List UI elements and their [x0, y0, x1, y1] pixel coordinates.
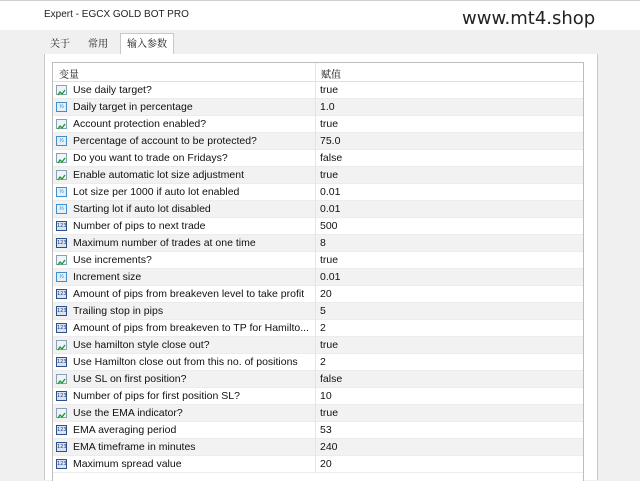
column-separator	[315, 286, 316, 303]
table-row[interactable]	[53, 422, 583, 439]
column-separator	[315, 269, 316, 286]
parameter-name: Use SL on first position?	[73, 373, 187, 385]
boolean-icon	[56, 374, 67, 384]
parameter-name: Trailing stop in pips	[73, 305, 164, 317]
table-row[interactable]	[53, 167, 583, 184]
table-row[interactable]	[53, 320, 583, 337]
column-separator	[315, 252, 316, 269]
double-icon: ½	[56, 204, 67, 214]
parameter-name: Increment size	[73, 271, 142, 283]
parameter-value[interactable]: 75.0	[320, 135, 341, 147]
parameter-value[interactable]: 10	[320, 390, 332, 402]
parameter-value[interactable]: 2	[320, 356, 326, 368]
table-header	[53, 63, 583, 82]
column-separator	[315, 337, 316, 354]
parameter-name: Percentage of account to be protected?	[73, 135, 257, 147]
integer-icon: 123	[57, 427, 67, 433]
tab-bar	[0, 30, 640, 54]
table-row[interactable]	[53, 99, 583, 116]
column-separator	[315, 82, 316, 99]
column-separator	[315, 218, 316, 235]
parameter-name: Starting lot if auto lot disabled	[73, 203, 211, 215]
column-separator	[315, 303, 316, 320]
parameter-value[interactable]: true	[320, 169, 339, 181]
table-row[interactable]	[53, 405, 583, 422]
integer-icon: 123	[57, 393, 67, 399]
parameter-value[interactable]: 1.0	[320, 101, 335, 113]
parameter-name: Amount of pips from breakeven level to take profit	[73, 288, 305, 300]
integer-icon: 123	[57, 359, 67, 365]
parameter-name: Maximum number of trades at one time	[73, 237, 256, 249]
parameter-value[interactable]: false	[320, 152, 343, 164]
column-separator	[315, 167, 316, 184]
parameter-name: EMA timeframe in minutes	[73, 441, 196, 453]
parameter-name: Daily target in percentage	[73, 101, 193, 113]
table-row[interactable]	[53, 150, 583, 167]
integer-icon: 123	[57, 223, 67, 229]
parameter-value[interactable]: 0.01	[320, 271, 341, 283]
parameter-name: Amount of pips from breakeven to TP for Hamilto...	[73, 322, 309, 334]
tab-inputs[interactable]: 输入参数	[120, 33, 174, 55]
parameter-value[interactable]: false	[320, 373, 343, 385]
parameter-value[interactable]: 20	[320, 288, 332, 300]
parameter-name: Use hamilton style close out?	[73, 339, 210, 351]
table-row[interactable]	[53, 456, 583, 473]
title-bar	[0, 0, 640, 30]
parameter-value[interactable]: 500	[320, 220, 338, 232]
table-row[interactable]	[53, 439, 583, 456]
column-separator	[315, 133, 316, 150]
column-separator	[315, 439, 316, 456]
parameter-value[interactable]: 240	[320, 441, 338, 453]
boolean-icon	[56, 85, 67, 95]
parameter-name: Use the EMA indicator?	[73, 407, 183, 419]
column-separator	[315, 150, 316, 167]
parameter-value[interactable]: 2	[320, 322, 326, 334]
parameter-name: Lot size per 1000 if auto lot enabled	[73, 186, 240, 198]
parameter-value[interactable]: 20	[320, 458, 332, 470]
column-header-value[interactable]: 赋值	[321, 70, 341, 81]
double-icon: ½	[56, 136, 67, 146]
integer-icon: 123	[57, 461, 67, 467]
boolean-icon	[56, 255, 67, 265]
parameter-value[interactable]: 0.01	[320, 203, 341, 215]
integer-icon: 123	[57, 325, 67, 331]
column-separator	[315, 320, 316, 337]
tab-about[interactable]: 关于	[50, 39, 70, 50]
double-icon: ½	[56, 187, 67, 197]
boolean-icon	[56, 170, 67, 180]
table-row[interactable]	[53, 371, 583, 388]
column-separator	[315, 388, 316, 405]
table-row[interactable]	[53, 388, 583, 405]
parameter-value[interactable]: true	[320, 84, 339, 96]
window-title: Expert - EGCX GOLD BOT PRO	[44, 9, 189, 20]
parameter-name: Use daily target?	[73, 84, 152, 96]
parameter-name: Do you want to trade on Fridays?	[73, 152, 228, 164]
integer-icon: 123	[57, 240, 67, 246]
parameter-value[interactable]: 8	[320, 237, 326, 249]
table-row[interactable]	[53, 252, 583, 269]
table-row[interactable]	[53, 82, 583, 99]
table-row[interactable]	[53, 286, 583, 303]
parameter-value[interactable]: true	[320, 339, 339, 351]
inputs-table	[52, 62, 584, 481]
integer-icon: 123	[57, 444, 67, 450]
parameter-name: Use increments?	[73, 254, 152, 266]
parameter-value[interactable]: true	[320, 118, 339, 130]
parameter-value[interactable]: 53	[320, 424, 332, 436]
table-row[interactable]	[53, 201, 583, 218]
tab-common[interactable]: 常用	[88, 39, 108, 50]
integer-icon: 123	[57, 291, 67, 297]
parameter-name: EMA averaging period	[73, 424, 177, 436]
table-row[interactable]	[53, 218, 583, 235]
column-separator	[315, 354, 316, 371]
double-icon: ½	[56, 102, 67, 112]
integer-icon: 123	[57, 308, 67, 314]
column-separator	[315, 405, 316, 422]
parameter-name: Number of pips to next trade	[73, 220, 206, 232]
column-separator	[315, 371, 316, 388]
table-row[interactable]	[53, 269, 583, 286]
parameter-name: Maximum spread value	[73, 458, 182, 470]
column-header-variable[interactable]: 变量	[59, 70, 79, 81]
parameter-name: Use Hamilton close out from this no. of positions	[73, 356, 298, 368]
boolean-icon	[56, 119, 67, 129]
parameter-name: Enable automatic lot size adjustment	[73, 169, 245, 181]
title-bar-border	[0, 0, 640, 1]
table-row[interactable]	[53, 116, 583, 133]
table-row[interactable]	[53, 235, 583, 252]
column-separator	[315, 456, 316, 473]
parameter-name: Number of pips for first position SL?	[73, 390, 240, 402]
column-separator	[315, 116, 316, 133]
column-separator	[315, 63, 316, 81]
parameter-value[interactable]: true	[320, 407, 339, 419]
parameter-value[interactable]: 5	[320, 305, 326, 317]
column-separator	[315, 201, 316, 218]
watermark: www.mt4.shop	[462, 8, 596, 29]
parameter-value[interactable]: 0.01	[320, 186, 341, 198]
table-row[interactable]	[53, 184, 583, 201]
table-row[interactable]	[53, 337, 583, 354]
boolean-icon	[56, 153, 67, 163]
parameter-name: Account protection enabled?	[73, 118, 207, 130]
boolean-icon	[56, 340, 67, 350]
table-body	[53, 82, 583, 473]
column-separator	[315, 235, 316, 252]
column-separator	[315, 422, 316, 439]
double-icon: ½	[56, 272, 67, 282]
table-row[interactable]	[53, 354, 583, 371]
table-row[interactable]	[53, 303, 583, 320]
column-separator	[315, 184, 316, 201]
parameter-value[interactable]: true	[320, 254, 339, 266]
table-row[interactable]	[53, 133, 583, 150]
boolean-icon	[56, 408, 67, 418]
column-separator	[315, 99, 316, 116]
